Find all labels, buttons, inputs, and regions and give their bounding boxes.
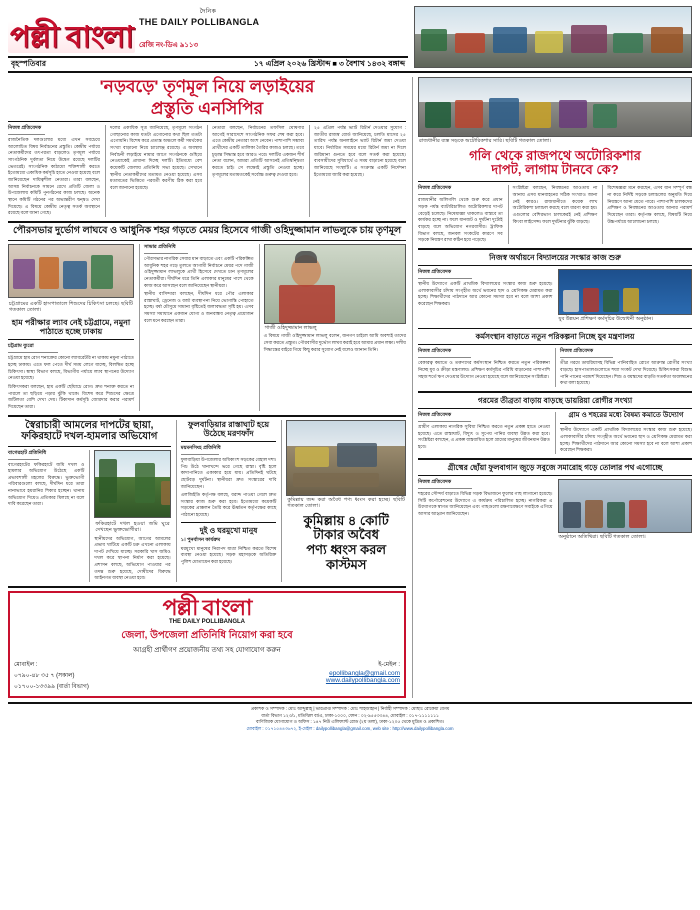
lead-col-1 — [8, 125, 100, 217]
youth-col-1 — [418, 348, 550, 387]
fakirhat-paragraph: স্থানীয়দের অভিযোগ, আগের আমলের প্রভাব খাটিয়ে একটি চক্র এখনো এলাকায় দাপট দেখিয়ে যাচ্ছে। সরকারি খাস জমিও দখল করে স্থাপনা নির্মাণ করা হয়েছে। প্রশাসন বলছে, অভিযোগ পাওয়ার পর তদন্ত শুরু হয়েছে, দোষীদের বিরুদ্ধে আইনগত ব্যবস্থা নেওয়া হবে। — [94, 535, 171, 581]
masthead-photo-caption: রাজধানীর ব্যস্ত সড়কে অটোরিকশার সারি। ছবিটি গতকাল তোলা। — [419, 138, 552, 144]
page-footer — [8, 702, 692, 732]
left-zone — [8, 77, 406, 698]
comilla-headline-line1: কুমিল্লায় ৪ কোটি টাকার অবৈধ — [303, 512, 389, 543]
footer-line-4: মোবাইল : ০১৭১৫৪৪৩৬৭২, ই-মেইল : dailypollibangla@gmail.com, web site : http://www.dailypollibangla.com — [246, 725, 454, 731]
lead-col-3 — [207, 125, 304, 217]
side-story-text: গ্রামীণ এলাকায় নাগরিক সুবিধা নিশ্চিত করতে নতুন প্রকল্প হাতে নেওয়া হয়েছে। এতে রাস্তাঘাট, বিদ্যুৎ ও সুপেয় পানির ব্যবস্থা উন্নত করা হবে। সংশ্লিষ্টরা বলছেন, এ প্রকল্প বাস্তবায়িত হলে গ্রামের মানুষের জীবনমান উন্নত হবে। — [418, 424, 550, 450]
lead-col-4 — [309, 125, 406, 217]
lead-divider — [8, 121, 406, 122]
rickshaw-photo — [418, 77, 692, 137]
side-story-flowers — [418, 463, 692, 543]
ctg-story — [8, 244, 134, 411]
mayor-byline: সাভার প্রতিনিধি — [144, 243, 176, 250]
ctg-photo — [8, 244, 134, 298]
masthead-logo-side — [139, 17, 259, 53]
kaliganj-byline: ময়মনসিংহ প্রতিনিধি — [180, 444, 221, 451]
lead-columns — [8, 125, 406, 217]
mid-small-headline: দুই ও ঘরমুখো মানুষ — [199, 525, 258, 535]
kaliganj-story — [176, 420, 277, 583]
lower-left-block — [8, 420, 406, 583]
ad-phone-2: ০১৭০০-১৩৩৯৯ (বার্তা বিভাগ) — [14, 683, 89, 690]
ctg-paragraph: চট্টগ্রামে হাম রোগ শনাক্তের কোনো ল্যাবরেটরি না থাকায় নমুনা পাঠাতে হচ্ছে ঢাকায়। এতে ফল পেতে দীর্ঘ সময় লেগে যাচ্ছে, বিলম্বিত হচ্ছে চিকিৎসা। স্বাস্থ্য বিভাগ বলছে, বিভাগীয় পর্যায়ে ল্যাব স্থাপনের উদ্যোগ নেওয়া হয়েছে। — [8, 355, 134, 381]
side-story-youth — [418, 332, 692, 387]
lead-paragraph: নেতারা বলছেন, নির্বাচনের তফসিল ঘোষণার আগেই সারাদেশে সাংগঠনিক সফর শেষ করা হবে। এতে কেন্দ্রীয় নেতারা অংশ নেবেন। পাশাপাশি সম্ভাব্য প্রার্থীদের একটি তালিকা তৈরির কাজও চলছে। তবে চূড়ান্ত সিদ্ধান্ত হবে আরও পরে। দলটির একজন শীর্ষ নেতা বলেন, আমরা প্রতিটি আসনেই প্রতিদ্বন্দ্বিতা করতে চাই। সে লক্ষ্যেই প্রস্তুতি নেওয়া হচ্ছে। তৃণমূলের মতামতকেই সর্বোচ্চ গুরুত্ব দেওয়া হবে। — [212, 125, 304, 177]
flower-col-1 — [418, 479, 553, 543]
side-story-headline: গরমের তীব্রতা বাড়ায় বাড়ছে ডায়রিয়া রোগীর সংখ্যা — [477, 396, 633, 406]
fakirhat-story — [8, 420, 171, 583]
masthead-date-bar — [8, 56, 408, 73]
lead-byline: নিজস্ব প্রতিবেদক — [8, 125, 42, 132]
heat-col-2 — [555, 412, 692, 454]
footer-line-2: বার্তা বিভাগ ১২৩/১, মতিঝিল বা/এ, ঢাকা-১০০০, ফোন : ০২-৯৫৫৩৩৪৪, মোবাইল : ০১৭-১১১১১১১ — [261, 712, 439, 718]
heat-col-1 — [418, 412, 550, 454]
rickshaw-byline: নিজস্ব প্রতিবেদক — [418, 185, 452, 192]
paper-logo: পল্লী বাংলা — [10, 21, 133, 54]
comilla-story — [281, 420, 406, 583]
ctg-byline: চট্টগ্রাম ব্যুরো — [8, 343, 34, 350]
masthead-left — [8, 6, 408, 68]
ad-website[interactable]: www.dailypollibangla.com — [325, 676, 400, 684]
mid-small-text: ঘরমুখো মানুষের নিরাপদ যাত্রা নিশ্চিত করতে বিশেষ ব্যবস্থা নেওয়া হয়েছে। সড়ক মহাসড়কে অতিরিক্ত পুলিশ মোতায়েন করা হয়েছে। — [180, 545, 277, 565]
mayor-paragraph: এ বিষয়ে গাজী ওহিদুজ্জামান লাভলু বলেন, জনগণ চাইলে আমি অবশ্যই তাদের সেবা করতে প্রস্তুত। পৌরবাসীর দুর্ভোগ লাঘব করাই হবে আমার প্রধান লক্ষ্য। দলীয় সিদ্ধান্তের বাইরে গিয়ে কিছু করার সুযোগ নেই বলেও জানান তিনি। — [263, 333, 406, 352]
mayor-headline: পৌরসভার দুর্ভোগ লাঘবে ও আধুনিক শহর গড়তে মেয়র হিসেবে গাজী ওহিদুজ্জামান লাভলুকে চায় তৃণমূল — [12, 224, 402, 236]
mayor-paragraph: পৌরসভার নাগরিক সেবার মান বাড়াতে এবং একটি পরিকল্পিত আধুনিক শহর গড়ে তুলতে আগামী নির্বাচনে মেয়র পদে গাজী ওহিদুজ্জামান লাভলুকে প্রার্থী হিসেবে দেখতে চান তৃণমূলের নেতাকর্মীরা। দীর্ঘদিন ধরে তিনি এলাকার মানুষের পাশে থেকে কাজ করে আসছেন বলে জানিয়েছেন স্থানীয়রা। — [144, 255, 254, 288]
ad-headline: জেলা, উপজেলা প্রতিনিধি নিয়োগ করা হবে — [121, 630, 293, 642]
masthead-date: ১৭ এপ্রিল ২০২৬ খ্রিস্টাব্দ ■ ৩ বৈশাখ ১৪৩২ বঙ্গাব্দ — [253, 59, 405, 68]
ad-contact-label: মোবাইল : — [14, 661, 38, 668]
masthead-logo-wrap — [8, 17, 408, 53]
right-zone — [412, 77, 692, 698]
main-content — [8, 77, 692, 698]
youth-photo-caption: যুব উন্নয়ন প্রশিক্ষণ কর্মসূচির উদ্বোধনী অনুষ্ঠান। — [558, 315, 654, 322]
ad-logo: পল্লী বাংলা — [162, 595, 252, 621]
ctg-paragraph: চিকিৎসকরা বলছেন, হাম একটি ছোঁয়াচে রোগ। দ্রুত শনাক্ত করতে না পারলে তা ছড়িয়ে পড়ার ঝুঁকি থাকে। বিশেষ করে শিশুদের ক্ষেত্রে জটিলতা বেশি দেখা দেয়। টিকাদান কর্মসূচি জোরদার করার পরামর্শ দিয়েছেন তারা। — [8, 383, 134, 409]
side-story-heat — [418, 396, 692, 454]
masthead-photo — [414, 6, 692, 68]
fakirhat-paragraph: বাগেরহাটের ফকিরহাটে জমি দখল ও হামলার অভিযোগ উঠেছে একটি প্রভাবশালী মহলের বিরুদ্ধে। ভুক্তভোগী পরিবারগুলো বলছে, দীর্ঘদিন ধরে তারা নানাভাবে হয়রানির শিকার হচ্ছেন। থানায় অভিযোগ দিয়েও প্রতিকার মিলছে না বলে দাবি করেছেন তারা। — [8, 461, 85, 507]
comilla-photo — [286, 420, 406, 496]
ad-english-title: THE DAILY POLLIBANGLA — [168, 619, 245, 626]
rickshaw-columns — [418, 185, 692, 244]
side-story-col — [418, 269, 553, 325]
lead-paragraph: দলের একাধিক সূত্র জানিয়েছে, তৃণমূলে সংগঠন গোছানোর কাজ যতটা এগোনোর কথা ছিল ততটা এগোয়নি। বিশেষ করে প্রত্যন্ত অঞ্চলে কর্মী সমর্থকের সংখ্যা বাড়ানো নিয়ে চ্যালেঞ্জ রয়েছে। এ অবস্থায় নির্বাচনী লড়াইয়ে নামার আগে সংগঠনকে গুছিয়ে নেওয়াকেই প্রাধান্য দিচ্ছে দলটি। ইতিমধ্যে বেশ কয়েকটি জেলায় প্রতিনিধি সভা হয়েছে। সেখানে স্থানীয় নেতাকর্মীদের মতামত নেওয়া হয়েছে। এসব মতামতের ভিত্তিতে পরবর্তী করণীয় ঠিক করা হবে বলে জানানো হয়েছে। — [110, 125, 202, 190]
lower-left-columns — [8, 420, 406, 583]
mayor-story — [8, 226, 406, 411]
footer-line-3: বাণিজ্যিক যোগাযোগ ও অফিস : ১৪৭ নিউ এলিফ্যান্ট রোড (২য় তলা), ঢাকা-১২০৫ থেকে মুদ্রিত ও প্রকাশিত। — [255, 719, 445, 725]
youth-col-2 — [555, 348, 692, 387]
lead-col-2 — [105, 125, 202, 217]
fakirhat-col-2 — [89, 450, 170, 583]
ad-subline: আগ্রহী প্রার্থীগণ প্রয়োজনীয় তথ্য সহ যোগাযোগ করুন — [133, 647, 281, 655]
side-story-byline: নিজস্ব প্রতিবেদক — [560, 348, 594, 355]
side-story-text: স্থানীয় উদ্যোগে একটি প্রাথমিক বিদ্যালয়ের সংস্কার কাজ শুরু হয়েছে। এলাকাবাসীর চাঁদায় সংগৃহীত অর্থে ভবনের ছাদ ও শ্রেণিকক্ষ মেরামত করা হচ্ছে। শিক্ষার্থীদের পাঠদানে আর কোনো সমস্যা হবে না বলে আশা প্রকাশ করেছেন শিক্ষকরা। — [560, 427, 692, 453]
kaliganj-paragraph: ফুলবাড়িয়া উপজেলার অধিকাংশ সড়কের বেহাল দশা। পিচ উঠে খানাখন্দে ভরে গেছে রাস্তা। বৃষ্টি হলে কাদাপানিতে একাকার হয়ে যায়। প্রতিদিনই ঘটছে ছোটবড় দুর্ঘটনা। স্থানীয়রা দ্রুত সংস্কারের দাবি জানিয়েছেন। — [180, 456, 277, 489]
side-story-headline: কর্মসংস্থান বাড়াতে নতুন পরিকল্পনা নিচ্ছে যুব মন্ত্রণালয় — [475, 332, 635, 342]
mayor-col-2 — [259, 244, 406, 411]
side-story-headline: গ্রীষ্মের ছোঁয়া ফুলবাগান জুড়ে সবুজে সমারোহ গড়ে তোলার পথ এগোচ্ছে — [447, 463, 663, 473]
ad-phone-1: ০৭৯০-৪৮ ৩৫ ৭ (সকাল) — [14, 672, 75, 679]
event-photo-caption: অনুষ্ঠানে অতিথিরা। ছবিটি গতকাল তোলা। — [558, 534, 646, 541]
fakirhat-photo — [94, 450, 170, 518]
mayor-photo-caption: গাজী ওহিদুজ্জামান লাভলু — [264, 324, 317, 331]
side-photo-col — [558, 269, 693, 325]
flower-col-2 — [558, 479, 693, 543]
side-story-byline: নিজস্ব প্রতিবেদক — [418, 412, 452, 419]
rickshaw-story — [418, 77, 692, 244]
side-story-byline: নিজস্ব প্রতিবেদক — [418, 348, 452, 355]
lead-headline-line1: 'নড়বড়ে' তৃণমূল নিয়ে লড়াইয়ের — [99, 77, 315, 96]
youth-photo — [558, 269, 693, 315]
rickshaw-headline: দাপট, লাগাম টানবে কে? — [491, 162, 619, 178]
ctg-photo-caption: চট্টগ্রামের একটি হাসপাতালে শিশুদের চিকিৎসা চলছে। ছবিটি গতকাল তোলা। — [9, 300, 133, 314]
kaliganj-headline: ফুলবাড়িয়ার রাস্তাঘাট হয়ে উঠেছে মরণফাঁদ — [188, 419, 270, 438]
rickshaw-paragraph: রাজধানীর অলিগলি থেকে শুরু করে প্রধান সড়ক পর্যন্ত ব্যাটারিচালিত অটোরিকশার দাপট বেড়েই চলেছে। নিষেধাজ্ঞা থাকলেও বাস্তবে তা কার্যকর হচ্ছে না। ফলে যানজট ও দুর্ঘটনা দুটোই বাড়ছে বলে অভিযোগ নগরবাসীর। ট্রাফিক বিভাগ বলছে, জনবল সংকটের কারণে সব সড়কে নিয়ন্ত্রণ রাখা কঠিন হয়ে পড়েছে। — [418, 197, 503, 243]
paper-registration: রেজি নং-ডিএ ৯১১৩ — [138, 42, 199, 49]
rickshaw-kicker: গলি থেকে রাজপথে অটোরিকশার — [469, 147, 641, 163]
rickshaw-paragraph: বিশেষজ্ঞরা মনে করছেন, এসব যান সম্পূর্ণ বন্ধ না করে নির্দিষ্ট সড়কে চলাচলের অনুমতি দিয়ে নিয়ন্ত্রণে আনা যেতে পারে। পাশাপাশি চালকদের প্রশিক্ষণ ও নিবন্ধনের আওতায় আনার পরামর্শ দিয়েছেন তারা। কর্তৃপক্ষ বলছে, বিষয়টি নিয়ে উচ্চপর্যায়ে আলোচনা চলছে। — [607, 185, 693, 224]
paper-english-title: THE DAILY POLLIBANGLA — [138, 17, 260, 27]
ctg-headline: হাম পরীক্ষার ল্যাব নেই চট্টগ্রামে, নমুনা পাঠাতে হচ্ছে ঢাকায় — [11, 317, 131, 337]
side-story-byline: নিজস্ব প্রতিবেদক — [418, 268, 452, 275]
ad-contact-row — [14, 659, 400, 692]
side-story-headline: গ্রাম ও শহরের মধ্যে বৈষম্য কমাতে উদ্যোগ — [568, 412, 684, 420]
side-story-text: শহরের সৌন্দর্য বাড়াতে বিভিন্ন সড়ক বিভাজনে ফুলের গাছ লাগানো হয়েছে। সিটি কর্পোরেশনের উদ্যোগে এ কার্যক্রম পরিচালিত হচ্ছে। নাগরিকরা এ উদ্যোগকে স্বাগত জানিয়েছেন এবং গাছগুলো রক্ষণাবেক্ষণে সবাইকে এগিয়ে আসার আহ্বান জানিয়েছেন। — [418, 491, 553, 517]
side-story-text: তীব্র গরমে ডায়রিয়াসহ বিভিন্ন পানিবাহিত রোগে আক্রান্ত রোগীর সংখ্যা বাড়ছে। হাসপাতালগুলোতে শয্যা সংকট দেখা দিয়েছে। চিকিৎসকরা বিশুদ্ধ পানি পানের পরামর্শ দিয়েছেন। শিশু ও বয়স্কদের বাড়তি সতর্কতা অবলম্বনের কথা বলা হয়েছে। — [560, 360, 692, 386]
side-story-school — [418, 253, 692, 325]
advertisement — [8, 591, 406, 698]
fakirhat-headline: স্বৈরাচারী আমলের দাপটের ছায়া, ফকিরহাটে দখল-হামলার অভিযোগ — [21, 419, 158, 443]
comilla-headline-line2: পণ্য ধ্বংস করল কাস্টমস — [306, 542, 387, 573]
ad-email-label: ই-মেইল : — [378, 661, 400, 668]
mayor-paragraph: স্থানীয় বাসিন্দারা বলছেন, দীর্ঘদিন ধরে পৌর এলাকার রাস্তাঘাট, ড্রেনেজ ও বর্জ্য ব্যবস্থাপনা নিয়ে ভোগান্তি পোহাতে হচ্ছে। বর্ষা মৌসুমে সামান্য বৃষ্টিতেই জলাবদ্ধতা সৃষ্টি হয়। এসব সমস্যা সমাধানে একজন যোগ্য ও জনবান্ধব নেতৃত্ব প্রয়োজন বলে মনে করছেন তারা। — [144, 291, 254, 323]
masthead — [8, 6, 692, 68]
lead-paragraph: রাজনৈতিক দলগুলোর মধ্যে এখন সবচেয়ে আলোচিত বিষয় নির্বাচনের প্রস্তুতি। কেন্দ্রীয় পর্যায়ে নেতাকর্মীদের তৎপরতা বাড়লেও তৃণমূল পর্যায়ে সাংগঠনিক দুর্বলতা নিয়ে উদ্বেগ রয়েছে দলটির ভেতরেই। সাংগঠনিক কাঠামো শক্তিশালী করতে ইতোমধ্যে একাধিক কর্মসূচি হাতে নেওয়া হয়েছে বলে জানিয়েছেন দায়িত্বশীল নেতারা। তারা বলছেন, আসন্ন নির্বাচনকে সামনে রেখে প্রতিটি জেলা ও উপজেলায় কমিটি পুনর্গঠনের কাজ চলছে। অনেক স্থানে কমিটি গঠনের পর অভ্যন্তরীণ দ্বন্দ্বও দেখা দিয়েছে। এ বিষয়ে কেন্দ্রীয় নেতৃত্ব সতর্ক অবস্থানে রয়েছে বলে জানা গেছে। — [8, 137, 100, 216]
fakirhat-col-1 — [8, 450, 84, 583]
comilla-photo-caption: কুমিল্লায় জব্দ করা অবৈধ পণ্য ধ্বংস করা হচ্ছে। ছবিটি গতকাল তোলা। — [287, 496, 406, 510]
event-photo — [558, 479, 693, 533]
mayor-columns — [8, 244, 406, 411]
masthead-kicker: দৈনিক — [199, 9, 217, 15]
side-story-text: স্থানীয় উদ্যোগে একটি প্রাথমিক বিদ্যালয়ের সংস্কার কাজ শুরু হয়েছে। এলাকাবাসীর চাঁদায় সংগৃহীত অর্থে ভবনের ছাদ ও শ্রেণিকক্ষ মেরামত করা হচ্ছে। শিক্ষার্থীদের পাঠদানে আর কোনো সমস্যা হবে না বলে আশা প্রকাশ করেছেন শিক্ষকরা। — [418, 280, 553, 306]
ad-email-1[interactable]: epollibangla@gmail.com — [329, 669, 400, 677]
fakirhat-byline: বাগেরহাট প্রতিনিধি — [8, 449, 47, 456]
masthead-day: বৃহস্পতিবার — [11, 59, 46, 68]
rickshaw-paragraph: সংশ্লিষ্টরা বলছেন, নিবন্ধনের আওতায় না আনায় এসব যানবাহনের সঠিক সংখ্যাও জানা নেই কারও। রাজধানীতে কয়েক লাখ অটোরিকশা চলাচল করছে বলে ধারণা করা হয়। এগুলোর বেশিরভাগ চালকেরই নেই প্রশিক্ষণ কিংবা লাইসেন্স। ফলে দুর্ঘটনার ঝুঁকি বাড়ছে। — [512, 185, 598, 224]
footer-line-1: প্রকাশক ও সম্পাদক : মোঃ আব্দুল্লাহ্ | ভারপ্রাপ্ত সম্পাদক : মোঃ শাহজাহান | নির্বাহী সম্পাদক : মোছাঃ রোকেয়া বেগম — [250, 705, 450, 711]
side-story-text: বেকারত্ব কমাতে ও তরুণদের কর্মসংস্থান নিশ্চিত করতে নতুন পরিকল্পনা নিচ্ছে যুব ও ক্রীড়া মন্ত্রণালয়। প্রশিক্ষণ কর্মসূচির পরিধি বাড়ানোর পাশাপাশি সহজ শর্তে ঋণ দেওয়ার উদ্যোগ নেওয়া হয়েছে বলে জানিয়েছেন সংশ্লিষ্টরা। — [418, 360, 550, 379]
kaliganj-paragraph: এলজিইডি কর্তৃপক্ষ বলছে, বরাদ্দ পাওয়া গেলে দ্রুত সংস্কার কাজ শুরু করা হবে। ইতোমধ্যে কয়েকটি সড়কের প্রাক্কলন তৈরি করে ঊর্ধ্বতন কর্তৃপক্ষের কাছে পাঠানো হয়েছে। — [180, 492, 277, 518]
lead-story — [8, 77, 406, 217]
rickshaw-col-2 — [508, 185, 598, 244]
rickshaw-col-1 — [418, 185, 503, 244]
mayor-col-1 — [139, 244, 254, 411]
fakirhat-photo-caption: ফকিরহাটে দখল হওয়া জমি ঘুরে দেখছেন ভুক্তভোগীরা। — [95, 520, 170, 534]
mid-small-sub: ১। পুনর্বাসন কার্যক্রম — [180, 536, 221, 543]
lead-headline-line2: প্রস্তুতি এনসিপির — [150, 98, 264, 118]
side-story-headline: নিজস্ব অর্থায়নে বিদ্যালয়ের সংস্কার কাজ শুরু — [489, 252, 621, 262]
lead-paragraph: ২৫ এপ্রিল পর্যন্ত ভ্যাট রিটার্ন দেওয়ার সুযোগ : জাতীয় রাজস্ব বোর্ড জানিয়েছে, চলতি মাসের ২৫ তারিখ পর্যন্ত অনলাইনে ভ্যাট রিটার্ন জমা দেওয়া যাবে। নির্ধারিত সময়ের মধ্যে রিটার্ন জমা না দিলে জরিমানা গুনতে হবে বলে সতর্ক করা হয়েছে। ব্যবসায়ীদের সুবিধার্থে এ সময় বাড়ানো হয়েছে বলে জানিয়েছে সংস্থাটি। এ সংক্রান্ত একটি নির্দেশনা ইতোমধ্যে জারি করা হয়েছে। — [314, 125, 406, 177]
side-story-byline: নিজস্ব প্রতিবেদক — [418, 479, 452, 486]
rickshaw-col-3 — [602, 185, 692, 244]
mayor-portrait — [264, 244, 406, 324]
